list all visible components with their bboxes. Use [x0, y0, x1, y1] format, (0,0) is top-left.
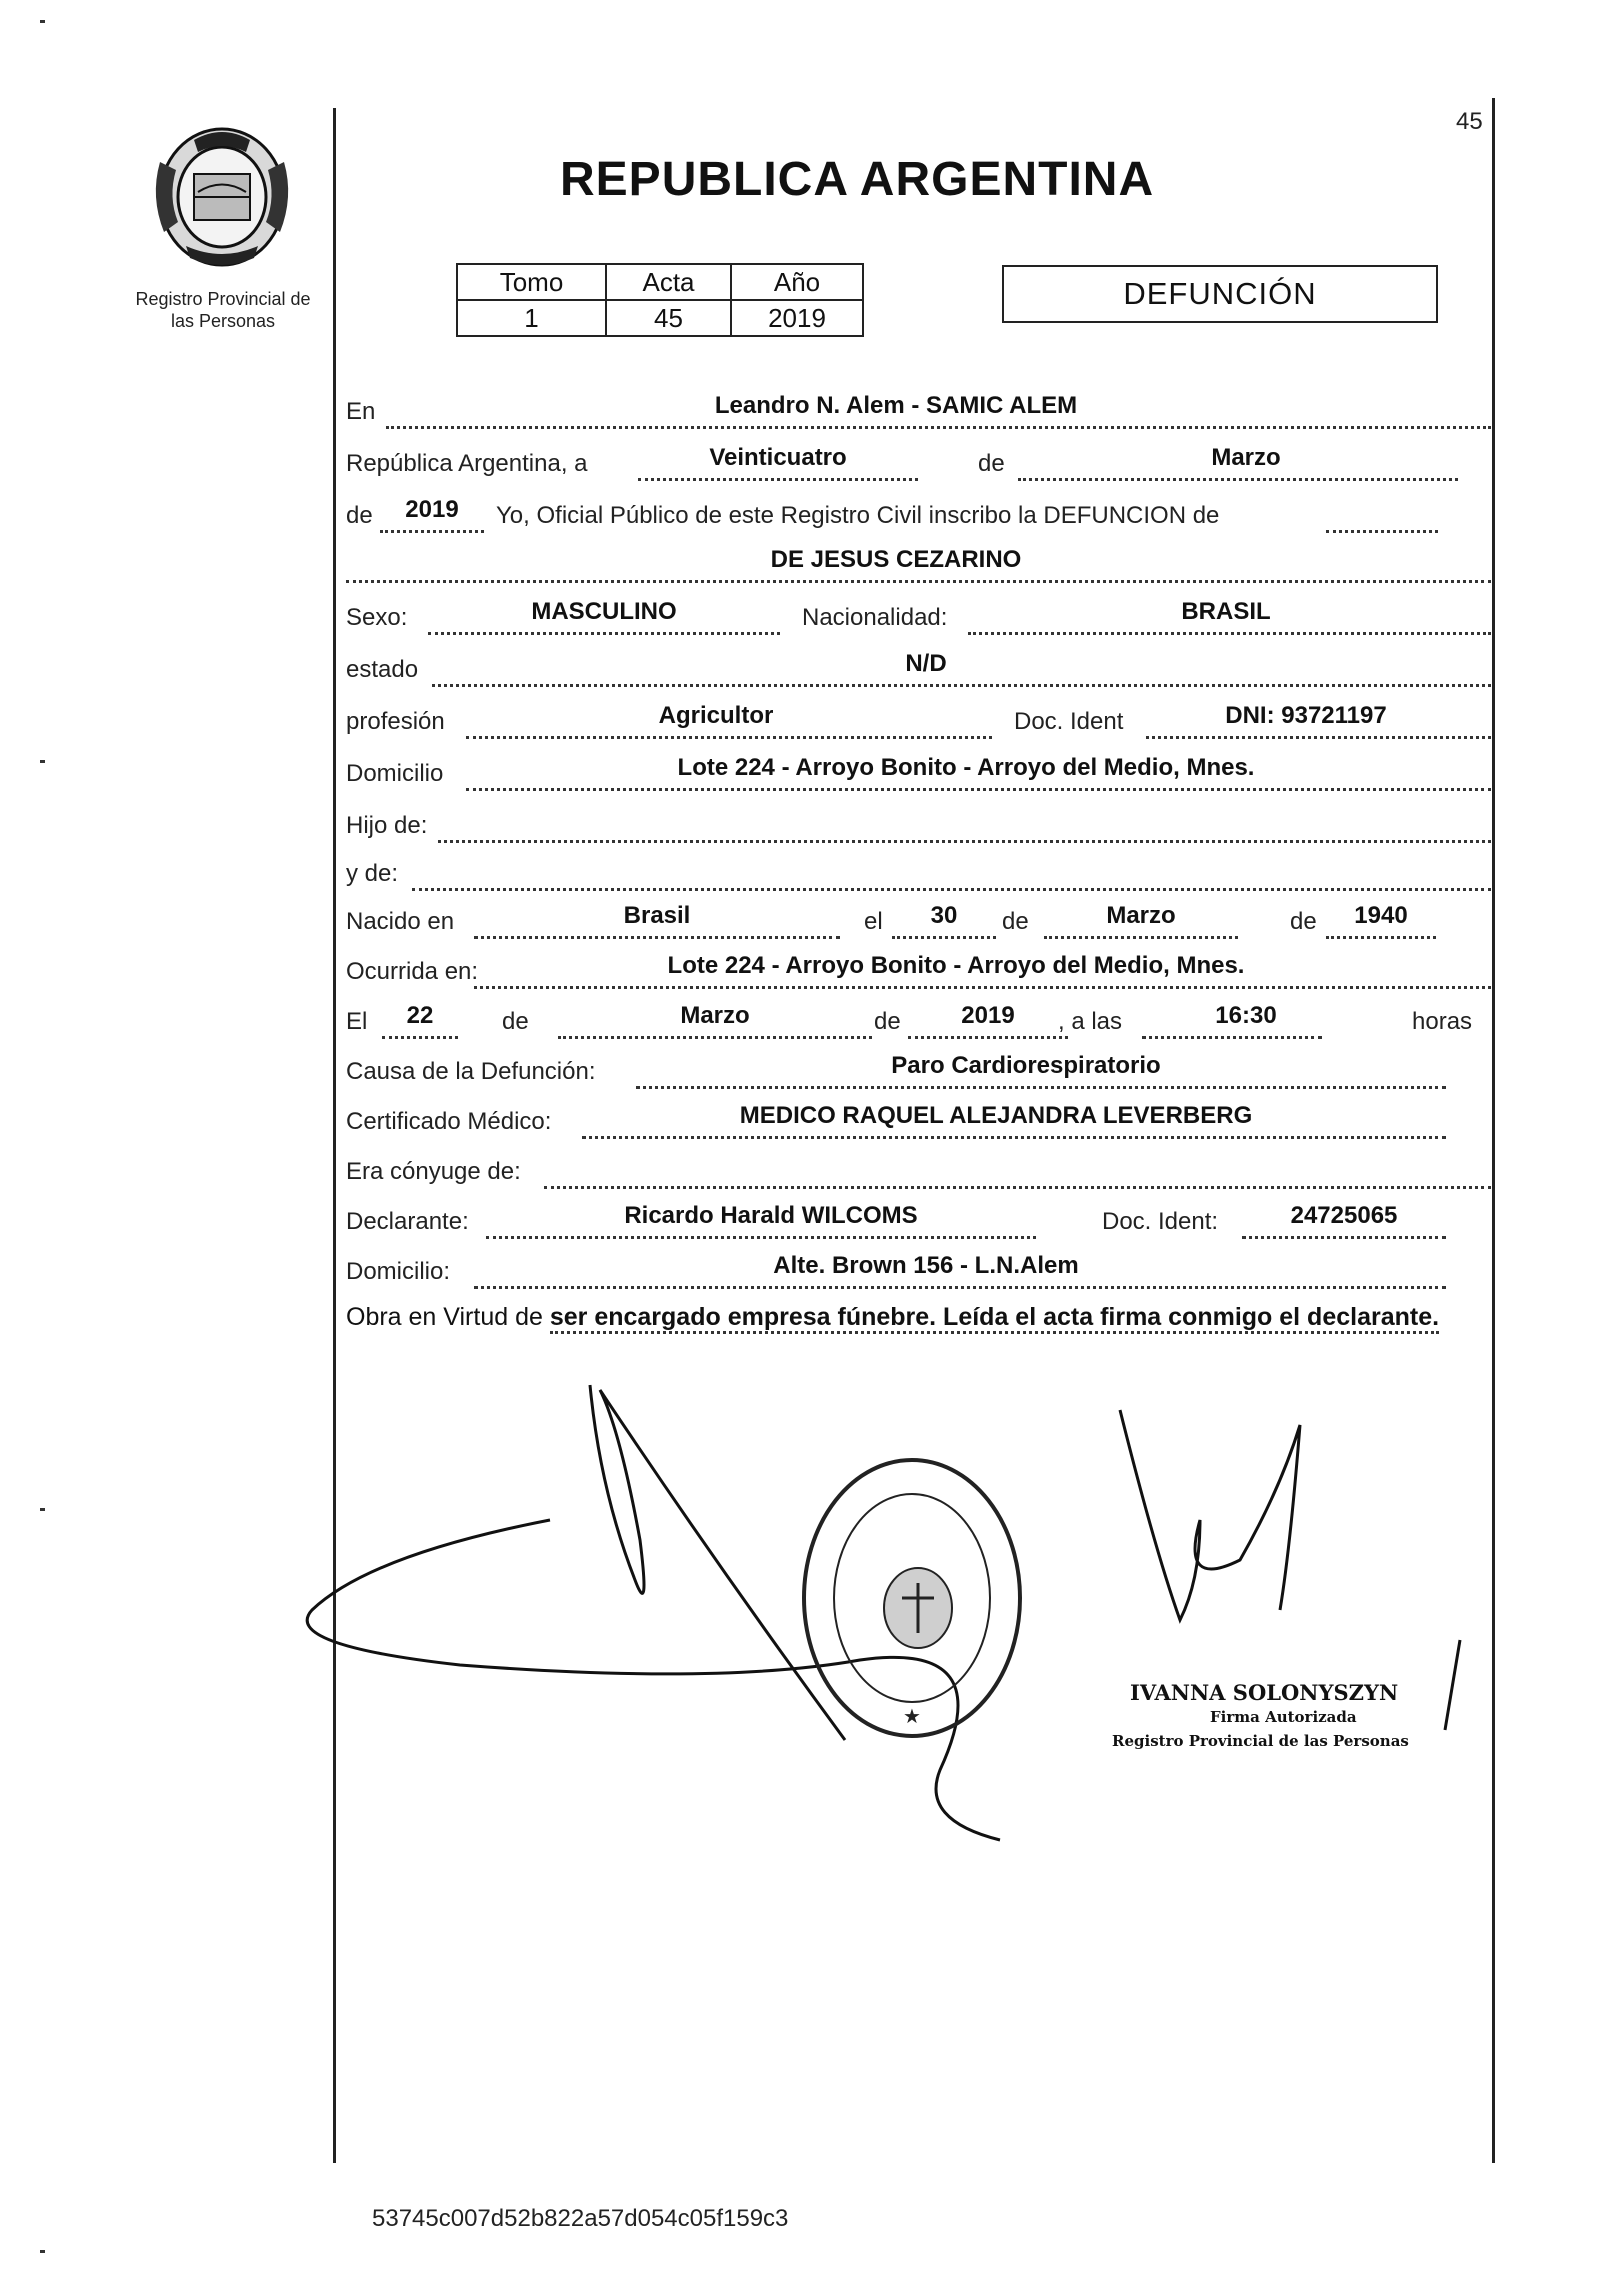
de5-label: de [502, 1008, 529, 1035]
dotted-line [1146, 736, 1491, 739]
dotted-line [474, 936, 840, 939]
row-yde [346, 852, 1491, 892]
el-label: el [864, 908, 883, 935]
alas-label: , a las [1058, 1008, 1123, 1035]
de2-label: de [346, 502, 373, 529]
scan-mark [40, 2250, 45, 2253]
death-time: 16:30 [1215, 1002, 1277, 1029]
declarante-value: Ricardo Harald WILCOMS [624, 1202, 918, 1229]
republica-label: República Argentina, a [346, 450, 588, 477]
anio-value: 2019 [731, 300, 863, 336]
scan-mark [40, 1508, 45, 1511]
domicilio2-label: Domicilio: [346, 1258, 451, 1285]
dotted-line [1326, 936, 1436, 939]
record-table-value-row [457, 300, 863, 336]
en-value: Leandro N. Alem - SAMIC ALEM [714, 392, 1078, 419]
dotted-line [466, 788, 1491, 791]
nacionalidad-value: BRASIL [1181, 598, 1271, 625]
row-fecha [346, 442, 1491, 482]
obra-text: ser encargado empresa fúnebre. Leída el acta firma conmigo el declarante. [550, 1303, 1439, 1334]
obra-prefix: Obra en Virtud de [346, 1303, 543, 1331]
dotted-line [892, 936, 996, 939]
row-fallecimiento [346, 1000, 1491, 1040]
nacido-label: Nacido en [346, 908, 455, 935]
dotted-line [438, 840, 1491, 843]
dotted-line [474, 1286, 1446, 1289]
dotted-line [638, 478, 918, 481]
issuer-line2: las Personas [170, 311, 276, 331]
provincial-seal [150, 122, 295, 272]
row-ocurrida [346, 950, 1491, 990]
tomo-value: 1 [457, 300, 606, 336]
page-number: 45 [1456, 108, 1483, 135]
record-table [456, 263, 864, 337]
death-year: 2019 [961, 1002, 1015, 1029]
hijo-label: Hijo de: [346, 812, 428, 839]
death-day: 22 [406, 1002, 434, 1029]
dotted-line [412, 888, 1491, 891]
sexo-value: MASCULINO [531, 598, 677, 625]
row-nacido [346, 900, 1491, 940]
estado-value: N/D [905, 650, 947, 677]
row-certificado [346, 1100, 1491, 1140]
dotted-line [968, 632, 1491, 635]
domicilio2-value: Alte. Brown 156 - L.N.Alem [773, 1252, 1079, 1279]
sexo-label: Sexo: [346, 604, 408, 631]
birth-year: 1940 [1354, 902, 1408, 929]
row-profesion [346, 700, 1491, 740]
provincial-seal-icon [150, 122, 295, 272]
doc2-label: Doc. Ident: [1102, 1208, 1219, 1235]
dotted-line [346, 580, 1491, 583]
record-table-header: Año [731, 264, 863, 300]
day-value: Veinticuatro [709, 444, 847, 471]
registry-stamp [792, 1448, 1032, 1748]
dotted-line [428, 632, 780, 635]
dotted-line [486, 1236, 1036, 1239]
record-type-box: DEFUNCIÓN [1002, 265, 1438, 323]
row-conyuge [346, 1150, 1491, 1190]
row-domicilio-declarante [346, 1250, 1491, 1290]
dotted-line [636, 1086, 1446, 1089]
death-month: Marzo [680, 1002, 750, 1029]
dotted-line [474, 986, 1491, 989]
row-causa [346, 1050, 1491, 1090]
official-org: Registro Provincial de las Personas [1112, 1732, 1409, 1750]
record-table-header-row [457, 264, 863, 300]
de6-label: de [874, 1008, 901, 1035]
doc2-value: 24725065 [1290, 1202, 1398, 1229]
row-domicilio [346, 752, 1491, 792]
scan-mark [40, 20, 45, 23]
de-label: de [978, 450, 1005, 477]
year-value: 2019 [405, 496, 459, 523]
row-inscribo [346, 494, 1491, 534]
dotted-line [380, 530, 484, 533]
dotted-line [382, 1036, 458, 1039]
dotted-line [466, 736, 992, 739]
record-table-header: Acta [606, 264, 731, 300]
causa-value: Paro Cardiorespiratorio [891, 1052, 1161, 1079]
record-table-header: Tomo [457, 264, 606, 300]
horas-label: horas [1412, 1008, 1473, 1035]
dotted-line [1018, 478, 1458, 481]
conyuge-label: Era cónyuge de: [346, 1158, 521, 1185]
deceased-name: DE JESUS CEZARINO [770, 546, 1022, 573]
acta-value: 45 [606, 300, 731, 336]
dotted-line [386, 426, 1491, 429]
dotted-line [544, 1186, 1491, 1189]
row-estado [346, 648, 1491, 688]
profesion-value: Agricultor [658, 702, 774, 729]
page-title: REPUBLICA ARGENTINA [560, 153, 1155, 206]
row-declarante [346, 1200, 1491, 1240]
yde-label: y de: [346, 860, 399, 887]
month-value: Marzo [1211, 444, 1281, 471]
causa-label: Causa de la Defunción: [346, 1058, 596, 1085]
row-sexo [346, 596, 1491, 636]
official-name: IVANNA SOLONYSZYN [1130, 1680, 1399, 1705]
row-en [346, 390, 1491, 430]
profesion-label: profesión [346, 708, 445, 735]
doc-ident-value: DNI: 93721197 [1225, 702, 1387, 729]
de3-label: de [1002, 908, 1029, 935]
dotted-line [1326, 530, 1438, 533]
svg-text:★: ★ [903, 1704, 921, 1728]
issuer-name [118, 288, 328, 332]
certificado-label: Certificado Médico: [346, 1108, 552, 1135]
birth-month: Marzo [1106, 902, 1176, 929]
declarante-label: Declarante: [346, 1208, 469, 1235]
el2-label: El [346, 1008, 368, 1035]
inscribo-text: Yo, Oficial Público de este Registro Civil inscribo la DEFUNCION de [496, 502, 1220, 529]
dotted-line [908, 1036, 1068, 1039]
certificado-value: MEDICO RAQUEL ALEJANDRA LEVERBERG [739, 1102, 1253, 1129]
ocurrida-value: Lote 224 - Arroyo Bonito - Arroyo del Medio, Mnes. [667, 952, 1245, 979]
nacionalidad-label: Nacionalidad: [802, 604, 948, 631]
dotted-line [1242, 1236, 1446, 1239]
estado-label: estado [346, 656, 419, 683]
dotted-line [432, 684, 1491, 687]
row-deceased [346, 544, 1491, 584]
birth-day: 30 [930, 902, 958, 929]
dotted-line [1142, 1036, 1322, 1039]
domicilio-label: Domicilio [346, 760, 444, 787]
dotted-line [582, 1136, 1446, 1139]
scan-mark [40, 760, 45, 763]
doc-ident-label: Doc. Ident [1014, 708, 1124, 735]
nacido-value: Brasil [623, 902, 691, 929]
domicilio-value: Lote 224 - Arroyo Bonito - Arroyo del Medio, Mnes. [677, 754, 1255, 781]
document-hash: 53745c007d52b822a57d054c05f159c3 [372, 2205, 789, 2232]
de4-label: de [1290, 908, 1317, 935]
en-label: En [346, 398, 376, 425]
issuer-line1: Registro Provincial de [135, 289, 311, 309]
ocurrida-label: Ocurrida en: [346, 958, 479, 985]
dotted-line [558, 1036, 872, 1039]
obra-paragraph [346, 1300, 1491, 1334]
official-title: Firma Autorizada [1210, 1708, 1357, 1726]
row-hijo [346, 804, 1491, 844]
dotted-line [1044, 936, 1238, 939]
